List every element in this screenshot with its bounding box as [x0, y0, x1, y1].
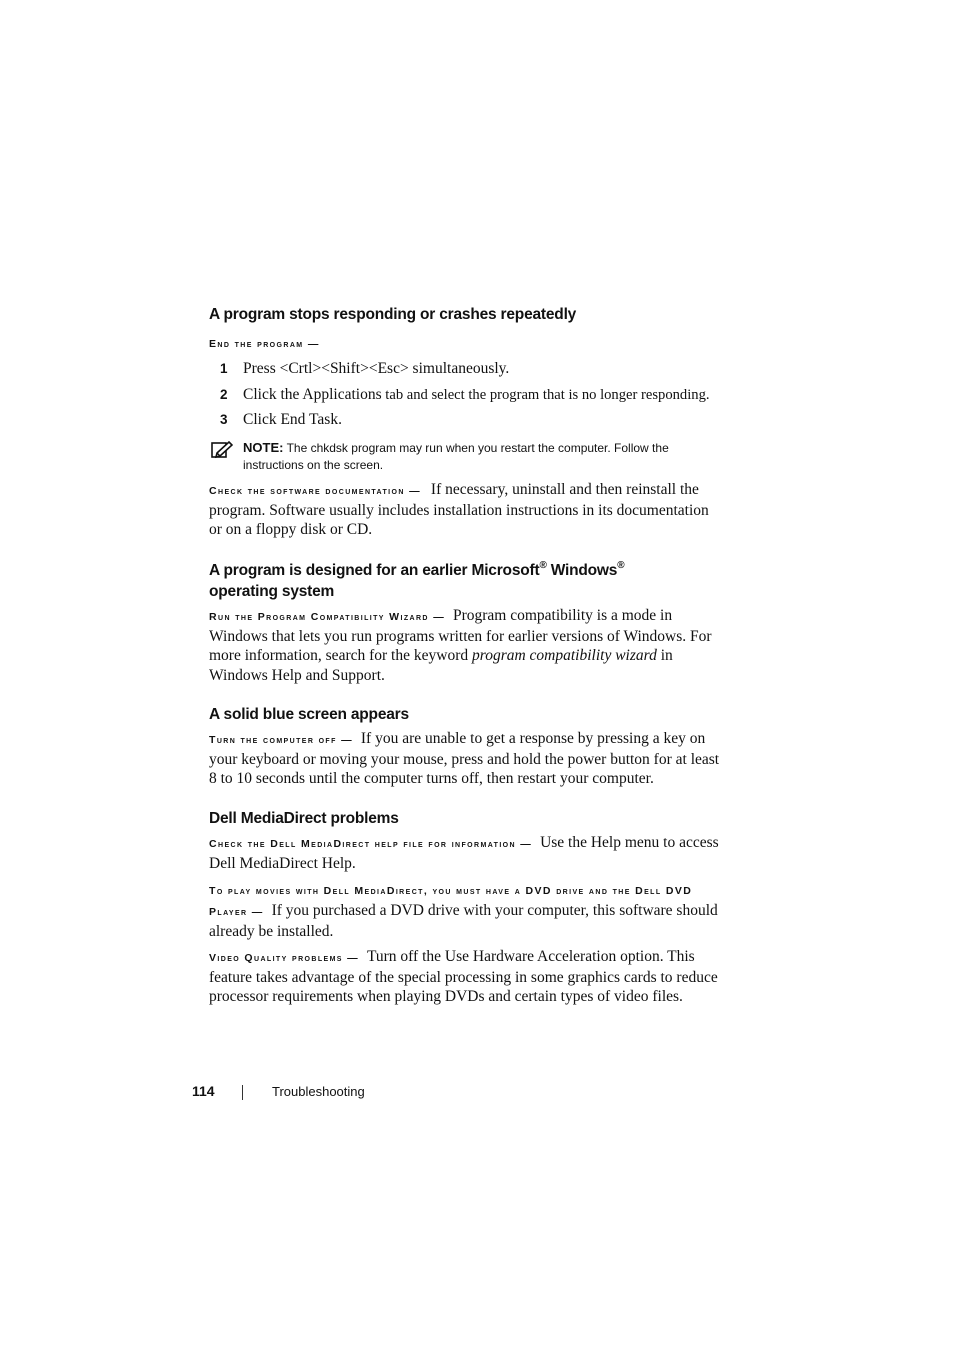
paragraph-text: If you purchased a DVD drive with your computer, this software should already be installed.: [209, 902, 718, 941]
paragraph-text: menu to access Dell MediaDirect Help.: [209, 833, 719, 873]
heading-earlier-windows: [209, 560, 724, 602]
paragraph-text: Use the: [540, 833, 591, 851]
note-label: NOTE:: [243, 439, 284, 455]
note-text: The chkdsk program may run when you restart the computer. Follow the instructions on the screen.: [243, 440, 669, 472]
paragraph-ui-term: Help: [590, 833, 621, 851]
footer-section-title: Troubleshooting: [272, 1084, 365, 1099]
list-item: [209, 410, 724, 436]
list-item: [209, 385, 724, 411]
step-text: Press <Crtl><Shift><Esc> simultaneously.: [243, 360, 510, 378]
heading-part: operating system: [209, 582, 335, 600]
step-number: 1: [220, 361, 228, 377]
page-number: 114: [192, 1083, 215, 1099]
heading-mediadirect: Dell MediaDirect problems: [209, 809, 399, 827]
step-text-pre: Click: [243, 411, 281, 429]
step-text-pre: Click the: [243, 385, 303, 403]
lead-end-program-text: End the program —: [209, 338, 320, 350]
list-item: [209, 359, 724, 385]
page-content: [209, 304, 724, 1007]
steps-list: [209, 359, 724, 436]
pencil-note-icon: [211, 441, 233, 459]
lead-dvd-drive: To play movies with Dell MediaDirect, you must have a DVD drive and the Dell DVD Player —: [209, 885, 693, 919]
lead-end-program: [209, 333, 724, 354]
step-text-ui: End Task: [280, 411, 339, 429]
footer-divider: [242, 1085, 243, 1100]
paragraph-dvd-drive: [209, 880, 724, 941]
paragraph-text: Turn off the: [366, 947, 445, 965]
paragraph-help-file: [209, 833, 724, 874]
lead-video-quality: Video Quality problems —: [209, 951, 360, 964]
step-number: 2: [220, 386, 228, 402]
paragraph-text: in Windows Help and Support.: [209, 647, 673, 684]
step-number: 3: [220, 412, 228, 428]
paragraph-text: Program compatibility is a mode in Windows that lets you run programs written for earlier versions of Windows. For more information, search for the keyword: [209, 606, 712, 665]
lead-help-file: Check the Dell MediaDirect help file for information —: [209, 837, 533, 850]
paragraph-text: If you are unable to get a response by pressing a key on your keyboard or moving your mouse, press and hold the power button for at least 8 to 10 seconds until the computer turns off, then restart your computer.: [209, 729, 720, 788]
lead-turn-off: Turn the computer off —: [209, 733, 353, 746]
heading-part: Windows: [546, 561, 618, 579]
step-text-post: .: [338, 411, 342, 429]
registered-mark: ®: [539, 559, 547, 571]
paragraph-video-quality: [209, 947, 724, 1007]
registered-mark: ®: [617, 559, 625, 571]
lead-check-documentation: Check the software documentation —: [209, 484, 422, 497]
note-box: [209, 439, 724, 474]
step-text-ui: Applications: [302, 385, 382, 403]
paragraph-italic: program compatibility wizard: [471, 647, 657, 665]
lead-compatibility-wizard: Run the Program Compatibility Wizard —: [209, 610, 446, 623]
paragraph-check-documentation: [209, 480, 724, 540]
paragraph-ui-term: Use Hardware Acceleration: [444, 947, 617, 965]
paragraph-turn-off: [209, 729, 724, 789]
heading-part: A program is designed for an earlier Microsoft: [209, 561, 540, 579]
paragraph-text: If necessary, uninstall and then reinstall the program. Software usually includes installation instructions in its documentation or on a floppy disk or CD.: [209, 480, 709, 539]
step-text-post: tab and select the program that is no longer responding.: [381, 386, 710, 403]
heading-blue-screen: A solid blue screen appears: [209, 705, 409, 723]
heading-program-stops-responding: A program stops responding or crashes repeatedly: [209, 306, 577, 323]
paragraph-compatibility-wizard: [209, 606, 724, 685]
paragraph-text: option. This feature takes advantage of the special processing in some graphics cards to reduce processor requirements when playing DVDs and certain types of video files.: [209, 947, 718, 1006]
